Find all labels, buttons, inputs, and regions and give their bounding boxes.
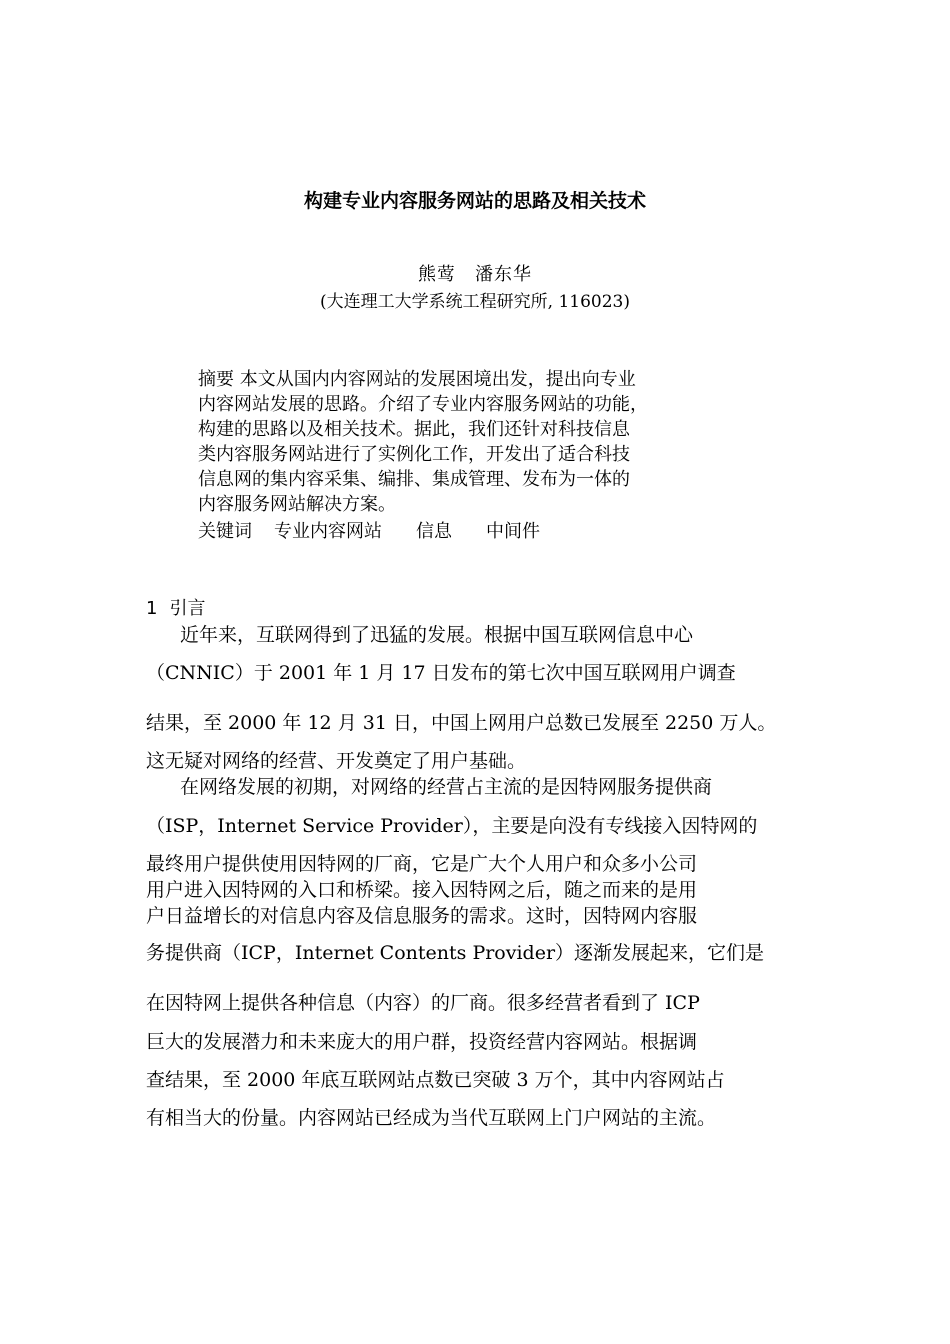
body-line: 在因特网上提供各种信息（内容）的厂商。很多经营者看到了 ICP [146,992,700,1014]
abstract-line: 构建的思路以及相关技术。据此，我们还针对科技信息 [198,419,630,440]
keyword: 中间件 [486,521,540,542]
abstract-line: 类内容服务网站进行了实例化工作，开发出了适合科技 [198,444,630,465]
abstract-block [198,367,758,517]
keywords-line [198,519,540,544]
body-line: 户日益增长的对信息内容及信息服务的需求。这时，因特网内容服 [146,905,698,927]
abstract-text: 本文从国内内容网站的发展困境出发，提出向专业 [239,369,636,390]
section-title: 引言 [169,598,206,619]
body-line: 近年来，互联网得到了迅猛的发展。根据中国互联网信息中心 [180,624,694,646]
abstract-line: 信息网的集内容采集、编排、集成管理、发布为一体的 [198,469,630,490]
body-line: 用户进入因特网的入口和桥梁。接入因特网之后，随之而来的是用 [146,879,698,901]
body-line: 巨大的发展潜力和未来庞大的用户群，投资经营内容网站。根据调 [146,1031,698,1053]
abstract-label: 摘要 [198,369,234,390]
abstract-line [198,367,758,392]
keyword: 专业内容网站 [274,521,382,542]
body-line: 结果，至 2000 年 12 月 31 日，中国上网用户总数已发展至 2250 万人。 [146,712,777,734]
body-line: 查结果，至 2000 年底互联网站点数已突破 3 万个，其中内容网站占 [146,1069,725,1091]
section-heading [146,597,205,621]
body-line: 这无疑对网络的经营、开发奠定了用户基础。 [146,750,527,772]
paper-title: 构建专业内容服务网站的思路及相关技术 [303,190,646,212]
body-line: （ISP，Internet Service Provider），主要是向没有专线接入因特网的 [146,815,758,837]
section-number: 1 [146,598,158,619]
author-affiliation: (大连理工大学系统工程研究所, 116023) [320,292,630,312]
abstract-line: 内容网站发展的思路。介绍了专业内容服务网站的功能， [198,394,648,415]
body-line: 在网络发展的初期，对网络的经营占主流的是因特网服务提供商 [180,776,713,798]
author-names: 熊莺 潘东华 [418,264,532,285]
keywords-label: 关键词 [198,521,252,542]
body-line: 最终用户提供使用因特网的厂商，它是广大个人用户和众多小公司 [146,853,698,875]
body-line: 务提供商（ICP，Internet Contents Provider）逐渐发展起来，它们是 [146,942,765,964]
keyword: 信息 [416,521,452,542]
body-line: 有相当大的份量。内容网站已经成为当代互联网上门户网站的主流。 [146,1107,717,1129]
abstract-line: 内容服务网站解决方案。 [198,494,396,515]
body-line: （CNNIC）于 2001 年 1 月 17 日发布的第七次中国互联网用户调查 [146,662,736,684]
